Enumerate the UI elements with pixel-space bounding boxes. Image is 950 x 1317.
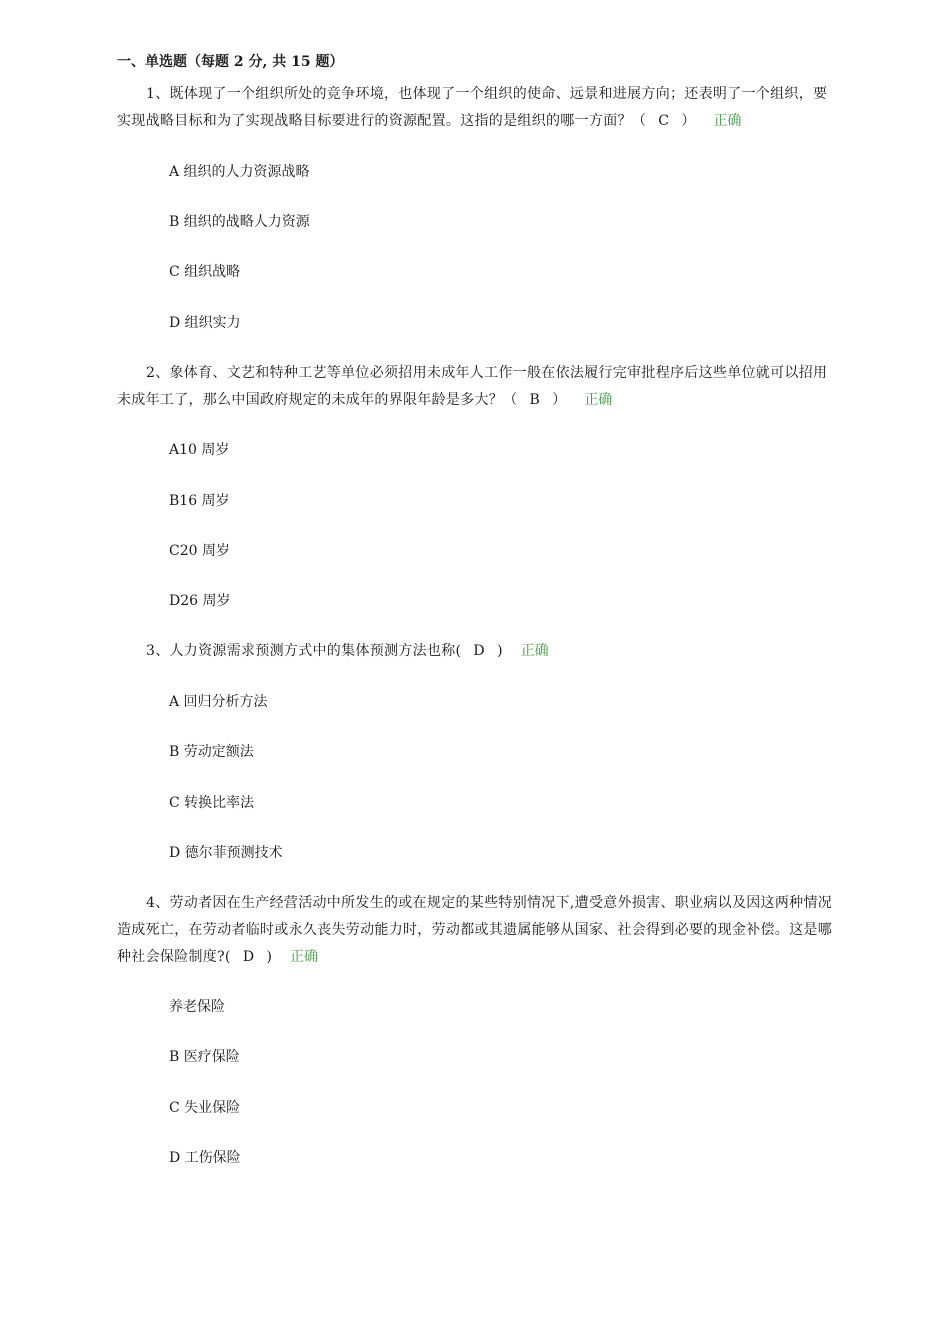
- question-text: 2、象体育、文艺和特种工艺等单位必须招用未成年人工作一般在依法履行完审批程序后这些单位就可以招用未成年工了，那么中国政府规定的未成年的界限年龄是多大？: [117, 365, 828, 408]
- option-b: B 组织的战略人力资源: [169, 214, 310, 230]
- option-c: C 失业保险: [169, 1100, 241, 1116]
- option-c: C 转换比率法: [169, 795, 255, 811]
- option-c: C20 周岁: [169, 543, 230, 559]
- section-title: 一、单选题（每题 2 分, 共 15 题）: [117, 54, 344, 70]
- option-b: B 劳动定额法: [169, 744, 254, 760]
- option-a: A10 周岁: [169, 442, 230, 458]
- answer-status: 正确: [713, 113, 742, 129]
- option-d: D 组织实力: [169, 315, 241, 331]
- question-answer: （ C ）: [631, 113, 700, 129]
- option-b: B16 周岁: [169, 493, 230, 509]
- answer-status: 正确: [584, 392, 613, 408]
- question-text: 3、人力资源需求预测方式中的集体预测方法也称: [146, 643, 456, 659]
- answer-status: 正确: [520, 643, 549, 659]
- option-b: B 医疗保险: [169, 1049, 240, 1065]
- option-a: 养老保险: [169, 999, 225, 1015]
- question-2: [117, 360, 833, 414]
- question-text: 1、既体现了一个组织所处的竞争环境，也体现了一个组织的使命、远景和进展方向；还表明了一个组织，要实现战略目标和为了实现战略目标要进行的资源配置。这指的是组织的哪一方面？: [117, 86, 828, 129]
- answer-status: 正确: [289, 949, 318, 965]
- question-3: [117, 638, 833, 665]
- question-1: [117, 81, 833, 135]
- option-d: D 工伤保险: [169, 1150, 241, 1166]
- option-a: A 组织的人力资源战略: [169, 164, 310, 180]
- question-answer: （ B ）: [503, 392, 571, 408]
- question-text: 4、劳动者因在生产经营活动中所发生的或在规定的某些特别情况下,遭受意外损害、职业病以及因这两种情况造成死亡，在劳动者临时或永久丧失劳动能力时，劳动都或其遗属能够从国家、社会得到必要的现金补偿。这是哪种社会保险制度?: [117, 895, 833, 965]
- question-answer: ( D ): [455, 643, 507, 659]
- question-4: [117, 890, 833, 971]
- option-c: C 组织战略: [169, 264, 241, 280]
- option-d: D 德尔菲预测技术: [169, 845, 283, 861]
- option-d: D26 周岁: [169, 593, 231, 609]
- option-a: A 回归分析方法: [169, 694, 268, 710]
- question-answer: ( D ): [224, 949, 276, 965]
